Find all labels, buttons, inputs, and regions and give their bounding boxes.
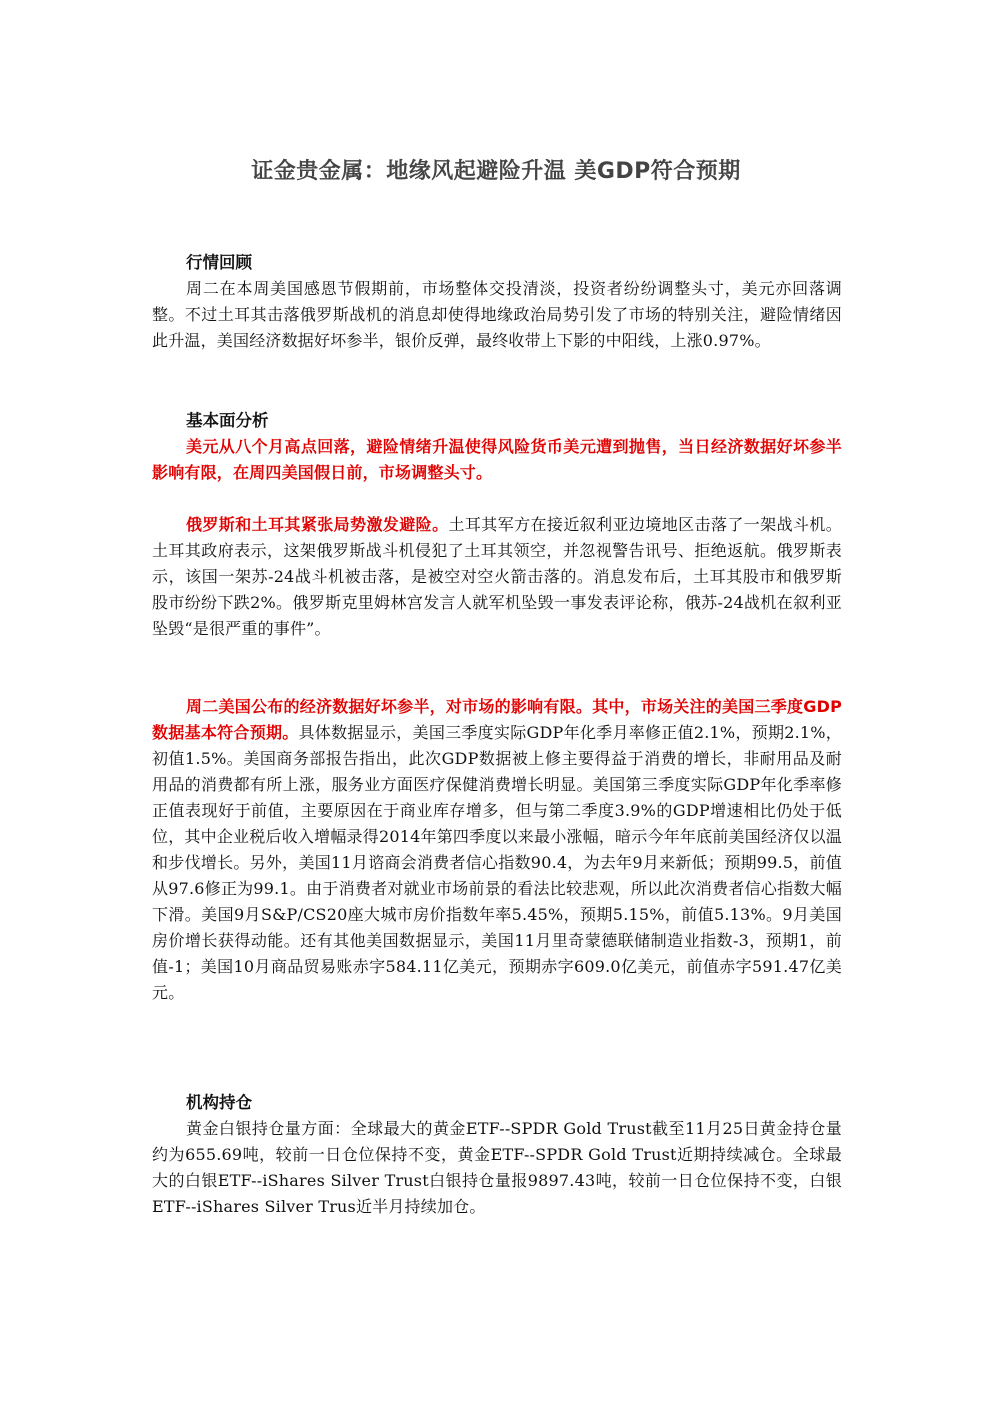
- document-title: 证金贵金属：地缘风起避险升温 美GDP符合预期: [251, 159, 741, 184]
- paragraph-highlight: 周二美国公布的经济数据好坏参半，对市场的影响有限。其中，市场关注的美国三季度GDP数据基本符合预期。: [152, 697, 842, 742]
- section-fundamental-paragraph-2: [152, 512, 842, 642]
- section-fundamental-paragraph-3: [152, 694, 842, 1006]
- paragraph: [152, 1116, 842, 1220]
- section-heading: 行情回顾: [186, 253, 252, 272]
- paragraph-body: 具体数据显示，美国三季度实际GDP年化季月率修正值2.1%，预期2.1%，初值1.5%。美国商务部报告指出，此次GDP数据被上修主要得益于消费的增长，非耐用品及耐用品的消费都有所上涨，服务业方面医疗保健消费增长明显。美国第三季度实际GDP年化季率修正值表现好于前值，主要原因在于商业库存增多，但与第二季度3.9%的GDP增速相比仍处于低位，其中企业税后收入增幅录得2014年第四季度以来最小涨幅，暗示今年年底前美国经济仅以温和步伐增长。另外，美国11月谘商会消费者信心指数90.4，为去年9月来新低；预期99.5，前值从97.6修正为99.1。由于消费者对就业市场前景的看法比较悲观，所以此次消费者信心指数大幅下滑。美国9月S&P/CS20座大城市房价指数年率5.45%，预期5.15%，前值5.13%。9月美国房价增长获得动能。还有其他美国数据显示，美国11月里奇蒙德联储制造业指数-3，预期1，前值-1；美国10月商品贸易账赤字584.11亿美元，预期赤字609.0亿美元，前值赤字591.47亿美元。: [152, 723, 842, 1002]
- paragraph: [152, 512, 842, 642]
- section-fundamental-analysis: [152, 408, 842, 486]
- section-heading: 机构持仓: [186, 1093, 252, 1112]
- section-institutional-holdings: [152, 1090, 842, 1220]
- paragraph: [152, 694, 842, 1006]
- paragraph-highlight: 美元从八个月高点回落，避险情绪升温使得风险货币美元遭到抛售，当日经济数据好坏参半影响有限，在周四美国假日前，市场调整头寸。: [152, 437, 842, 482]
- paragraph-body: 黄金白银持仓量方面：全球最大的黄金ETF--SPDR Gold Trust截至11月25日黄金持仓量约为655.69吨，较前一日仓位保持不变，黄金ETF--SPDR Gold Trust近期持续减仓。全球最大的白银ETF--iShares Silver Trust白银持仓量报9897.43吨，较前一日仓位保持不变，白银ETF--iShares Silver Trus近半月持续加仓。: [152, 1119, 842, 1216]
- section-market-review: [152, 250, 842, 354]
- paragraph-body: 土耳其军方在接近叙利亚边境地区击落了一架战斗机。土耳其政府表示，这架俄罗斯战斗机侵犯了土耳其领空，并忽视警告讯号、拒绝返航。俄罗斯表示，该国一架苏-24战斗机被击落，是被空对空火箭击落的。消息发布后，土耳其股市和俄罗斯股市纷纷下跌2%。俄罗斯克里姆林宫发言人就军机坠毁一事发表评论称，俄苏-24战机在叙利亚坠毁“是很严重的事件”。: [152, 515, 842, 638]
- section-heading: 基本面分析: [186, 411, 269, 430]
- paragraph-body: 周二在本周美国感恩节假期前，市场整体交投清淡，投资者纷纷调整头寸，美元亦回落调整。不过土耳其击落俄罗斯战机的消息却使得地缘政治局势引发了市场的特别关注，避险情绪因此升温，美国经济数据好坏参半，银价反弹，最终收带上下影的中阳线，上涨0.97%。: [152, 279, 842, 350]
- paragraph-highlight: 俄罗斯和土耳其紧张局势激发避险。: [186, 515, 449, 534]
- paragraph: [152, 276, 842, 354]
- paragraph: [152, 434, 842, 486]
